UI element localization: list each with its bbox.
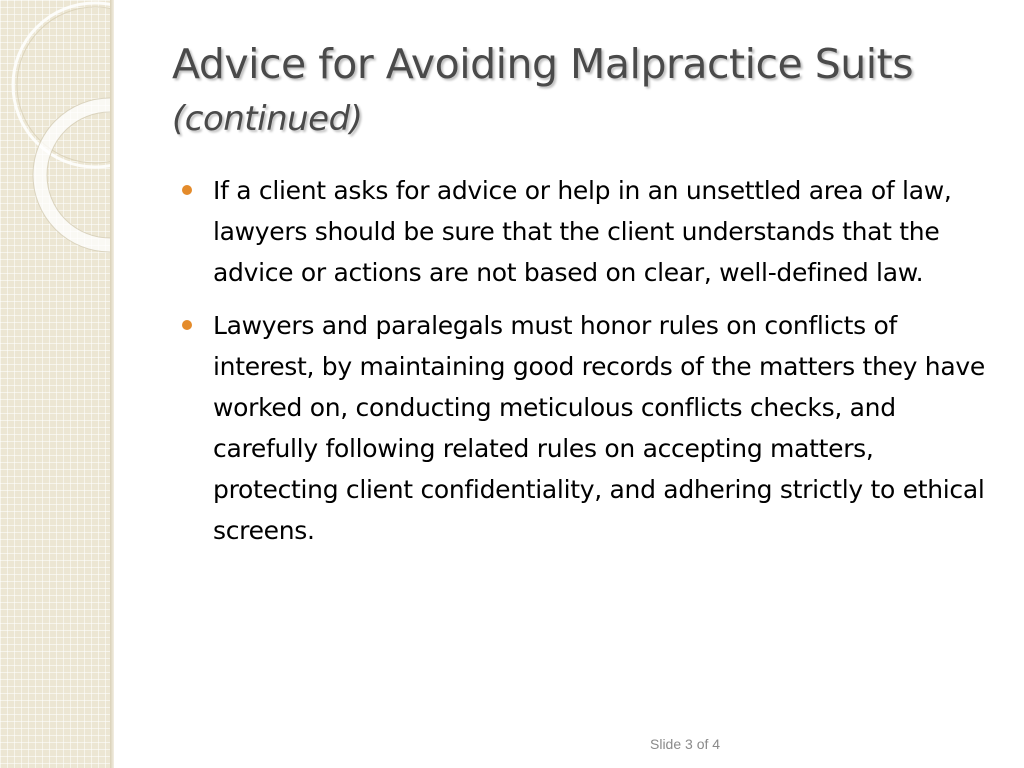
decorative-circles [0, 0, 113, 260]
bullet-item [180, 305, 1000, 551]
side-band-edge [110, 0, 114, 768]
bullet-text: Lawyers and paralegals must honor rules on conflicts of interest, by maintaining good records of the matters they have worked on, conducting meticulous conflicts checks, and carefully following related rules on accepting matters, protecting client confidentiality, and adhering strictly to ethical screens. [213, 311, 985, 545]
bullet-item [180, 170, 1000, 293]
slide-title-suffix: (continued) [172, 99, 363, 139]
slide-title [172, 38, 992, 145]
decorative-side-band [0, 0, 113, 768]
slide-number: Slide 3 of 4 [650, 736, 721, 752]
bullet-text: If a client asks for advice or help in an unsettled area of law, lawyers should be sure that the client understands that the advice or actions are not based on clear, well-defined law. [213, 176, 952, 287]
bullet-dot-icon [182, 320, 192, 330]
bullet-list [180, 170, 1000, 563]
bullet-dot-icon [182, 185, 192, 195]
slide-title-main: Advice for Avoiding Malpractice Suits [172, 40, 914, 88]
